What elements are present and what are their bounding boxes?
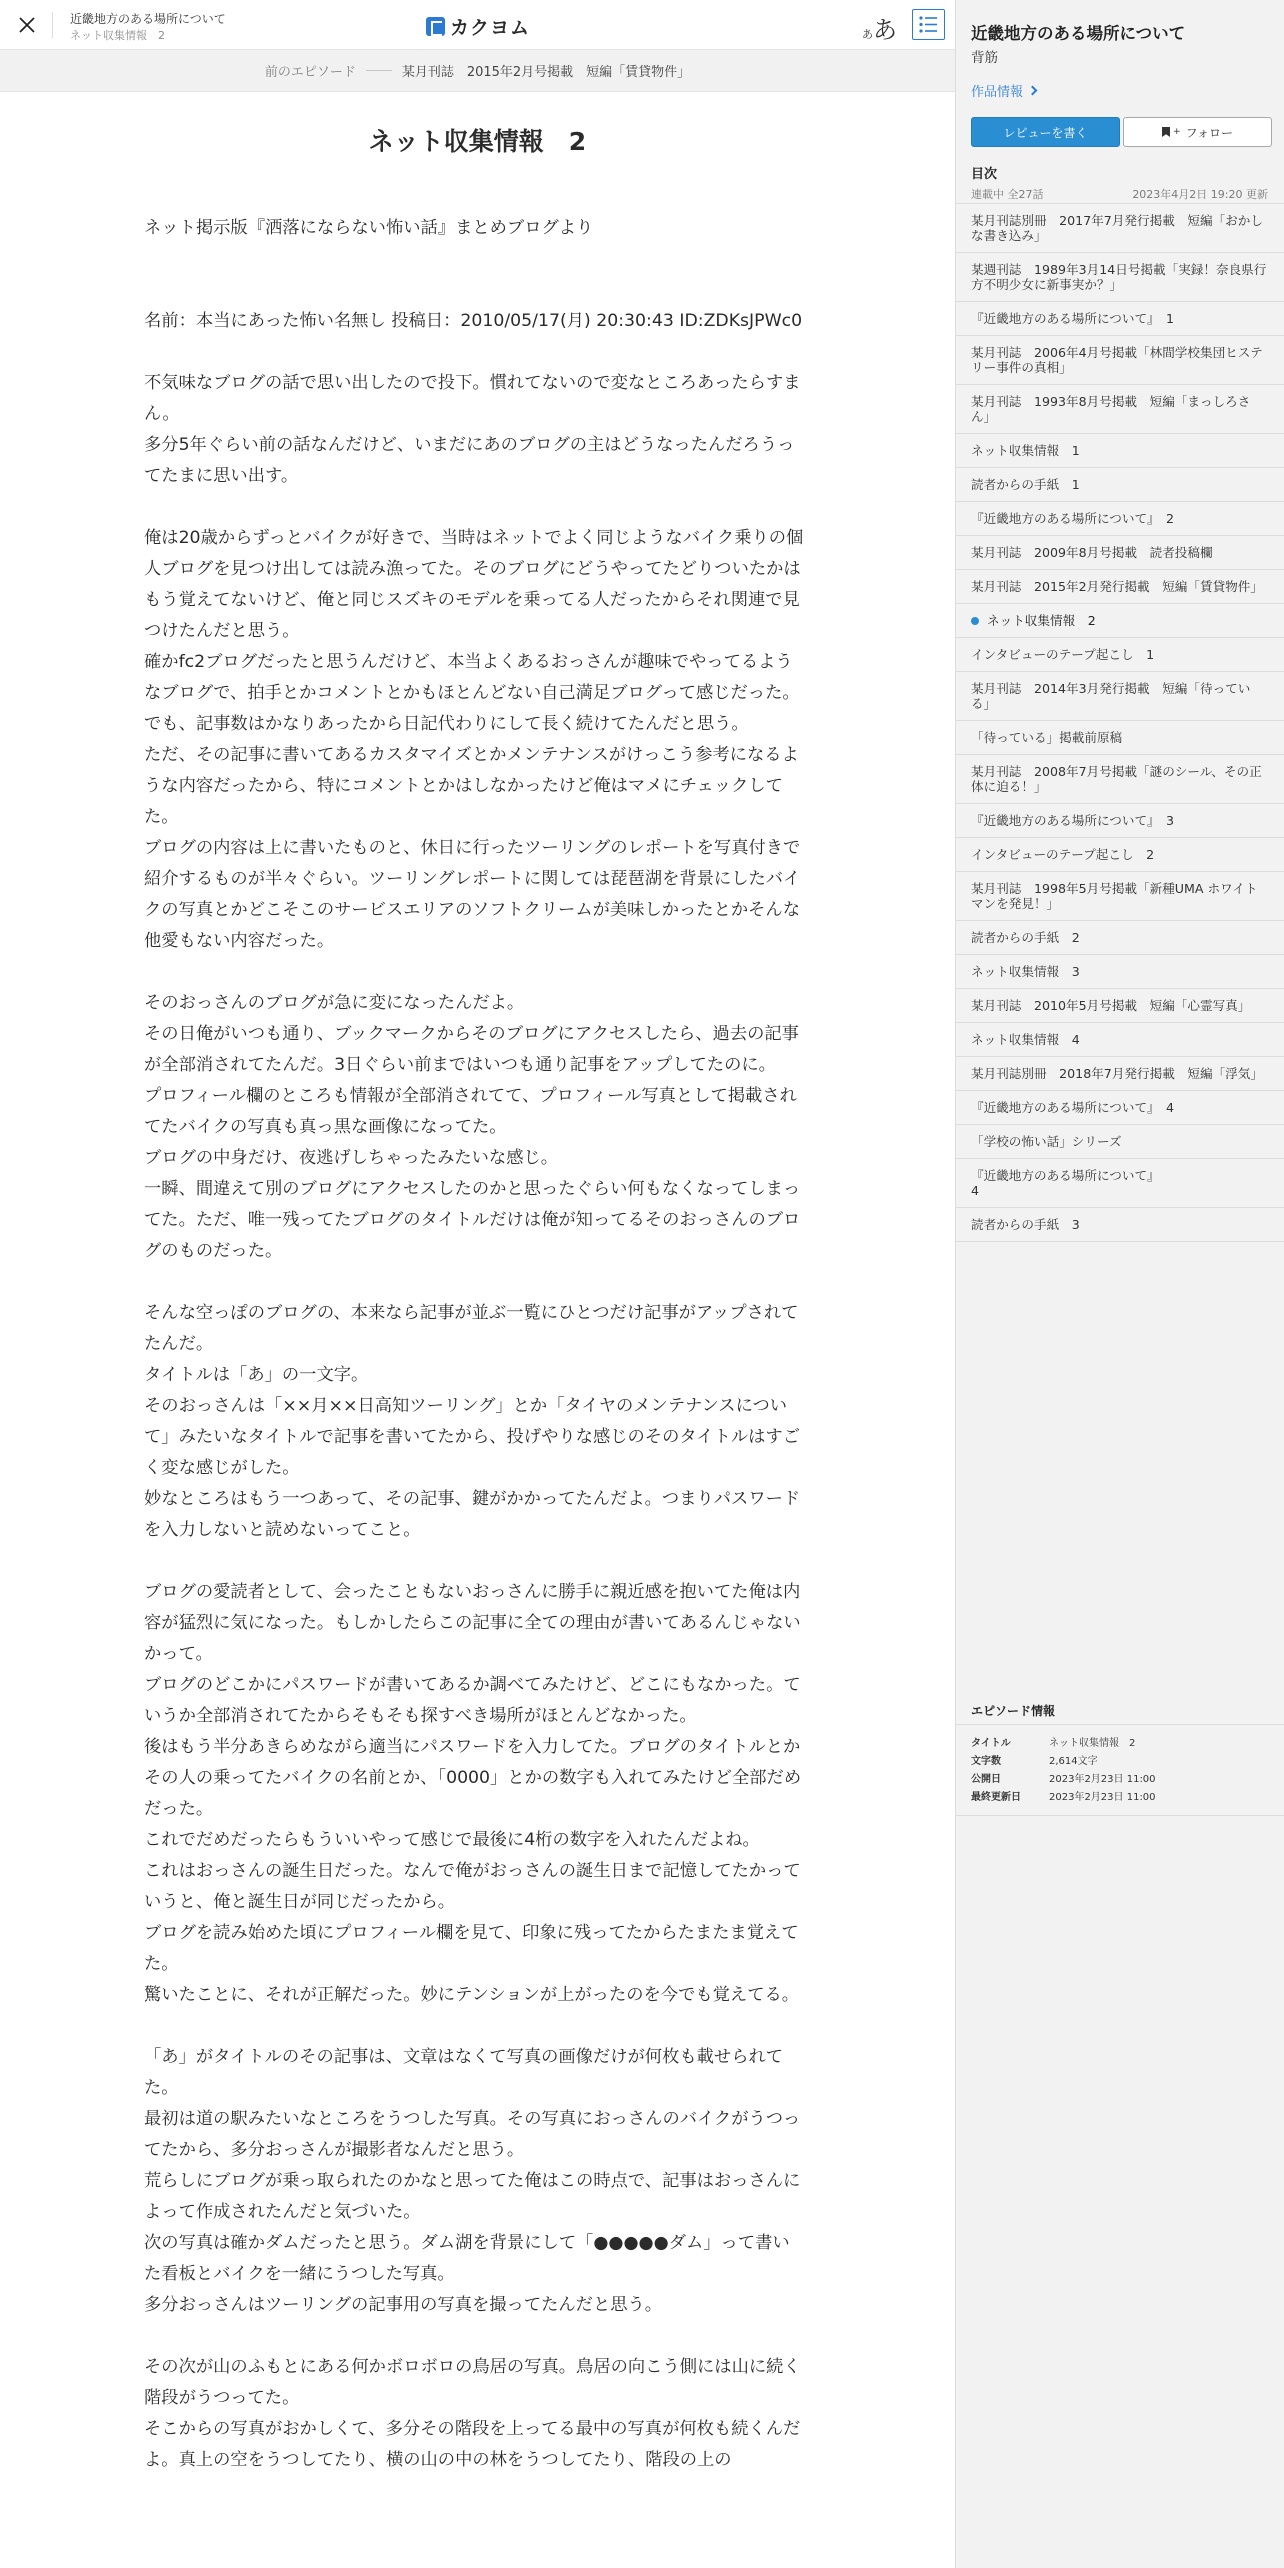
toc-item-label: インタビューのテープ起こし 1 xyxy=(971,647,1155,662)
episode-paragraph: 多分5年ぐらい前の話なんだけど、いまだにあのブログの主はどうなったんだろうってたまに思い出す。 xyxy=(144,435,795,486)
toc-list xyxy=(956,203,1284,1242)
episode-paragraph: これはおっさんの誕生日だった。なんで俺がおっさんの誕生日まで記憶してたかっていうと、俺と誕生日が同じだったから。 xyxy=(144,1861,801,1912)
toc-item[interactable] xyxy=(956,302,1284,336)
toc-item-label: 某月刊誌 1993年8月号掲載 短編「まっしろさん」 xyxy=(971,394,1251,424)
toc-item[interactable] xyxy=(956,1159,1284,1208)
episode-info-table xyxy=(956,1724,1284,1816)
toc-status: 連載中 全27話 xyxy=(971,188,1044,201)
episode-paragraph: ただ、その記事に書いてあるカスタマイズとかメンテナンスがけっこう参考になるような内容だったから、特にコメントとかはしなかったけど俺はマメにチェックしてた。 xyxy=(144,745,799,827)
episode-info-key: 最終更新日 xyxy=(971,1792,1021,1803)
toc-item-label: 読者からの手紙 1 xyxy=(971,477,1080,492)
episode-title: ネット収集情報 2 xyxy=(368,127,587,156)
toc-item[interactable] xyxy=(956,872,1284,921)
episode-info-value: ネット収集情報 2 xyxy=(1049,1738,1136,1749)
episode-paragraph: ブログの内容は上に書いたものと、休日に行ったツーリングのレポートを写真付きで紹介するものが半々ぐらい。ツーリングレポートに関しては琵琶湖を背景にしたバイクの写真とかどこそこのサービスエリアのソフトクリームが美味しかったとかそんな他愛もない内容だった。 xyxy=(144,838,801,951)
episode-paragraph xyxy=(144,492,804,523)
episode-info-heading: エピソード情報 xyxy=(971,1704,1056,1718)
toc-toggle-button[interactable] xyxy=(912,9,945,40)
episode-info-value: 2023年2月23日 11:00 xyxy=(1049,1792,1156,1803)
toc-item[interactable] xyxy=(956,434,1284,468)
episode-paragraph: ブログの愛読者として、会ったこともないおっさんに勝手に親近感を抱いてた俺は内容が猛烈に気になった。もしかしたらこの記事に全ての理由が書いてあるんじゃないかって。 xyxy=(144,1582,801,1664)
toc-item[interactable] xyxy=(956,336,1284,385)
episode-paragraph: 多分おっさんはツーリングの記事用の写真を撮ってたんだと思う。 xyxy=(144,2295,663,2315)
toc-item[interactable] xyxy=(956,721,1284,755)
plus-glyph: + xyxy=(1173,127,1181,137)
toc-item[interactable] xyxy=(956,1125,1284,1159)
toc-item-label: 某月刊誌 2015年2月発行掲載 短編「賃貸物件」 xyxy=(971,579,1263,594)
toc-item-label: 某月刊誌 2006年4月号掲載「林間学校集団ヒステリー事件の真相」 xyxy=(971,345,1263,375)
work-info-label: 作品情報 xyxy=(971,85,1024,100)
episode-info-key: 文字数 xyxy=(971,1756,1001,1767)
episode-paragraph: その日俺がいつも通り、ブックマークからそのブログにアクセスしたら、過去の記事が全部消されてたんだ。3日ぐらい前まではいつも通り記事をアップしてたのに。 xyxy=(144,1024,799,1075)
episode-info-key: タイトル xyxy=(971,1738,1011,1749)
episode-paragraph: 一瞬、間違えて別のブログにアクセスしたのかと思ったぐらい何もなくなってしまってた。ただ、唯一残ってたブログのタイトルだけは俺が知ってるそのおっさんのブログのものだった。 xyxy=(144,1179,801,1261)
prev-divider xyxy=(366,70,392,71)
toc-item-label: 某月刊誌 2009年8月号掲載 読者投稿欄 xyxy=(971,545,1213,560)
episode-paragraph: 荒らしにブログが乗っ取られたのかなと思ってた俺はこの時点で、記事はおっさんによって作成されたんだと気づいた。 xyxy=(144,2171,801,2222)
toc-item-label: インタビューのテープ起こし 2 xyxy=(971,847,1155,862)
toc-item-label: ネット収集情報 1 xyxy=(971,443,1080,458)
close-icon xyxy=(14,12,40,38)
toc-item-label: 『近畿地方のある場所について』 3 xyxy=(971,813,1174,828)
episode-paragraph: ブログのどこかにパスワードが書いてあるか調べてみたけど、どこにもなかった。ていうか全部消されてたからそもそも探すべき場所がほとんどなかった。 xyxy=(144,1675,801,1726)
chevron-right-icon xyxy=(1028,86,1038,96)
episode-paragraph: そのおっさんは「××月××日高知ツーリング」とか「タイヤのメンテナンスについて」みたいなタイトルで記事を書いてたから、投げやりな感じのそのタイトルはすごく変な感じがした。 xyxy=(144,1396,800,1478)
toc-item[interactable] xyxy=(956,838,1284,872)
toc-item[interactable] xyxy=(956,1057,1284,1091)
episode-paragraph: 「あ」がタイトルのその記事は、文章はなくて写真の画像だけが何枚も載せられてた。 xyxy=(144,2047,784,2098)
episode-paragraph: 俺は20歳からずっとバイクが好きで、当時はネットでよく同じようなバイク乗りの個人ブログを見つけ出しては読み漁ってた。そのブログにどうやってたどりついたかはもう覚えてないけど、俺と同じスズキのモデルを乗ってる人だったからそれ関連で見つけたんだと思う。 xyxy=(144,528,804,641)
episode-info-value: 2023年2月23日 11:00 xyxy=(1049,1774,1156,1785)
episode-paragraph: 最初は道の駅みたいなところをうつした写真。その写真におっさんのバイクがうつってたから、多分おっさんが撮影者なんだと思う。 xyxy=(144,2109,801,2160)
episode-info-row xyxy=(971,1735,1270,1753)
toc-item-label: ネット収集情報 4 xyxy=(971,1032,1080,1047)
panel-work-title[interactable]: 近畿地方のある場所について xyxy=(971,24,1186,43)
toc-item[interactable] xyxy=(956,1208,1284,1242)
header-episode-title: ネット収集情報 2 xyxy=(70,29,165,42)
episode-paragraph xyxy=(144,1267,804,1298)
logo-text: カクヨム xyxy=(450,17,531,39)
follow-button[interactable] xyxy=(1123,117,1272,147)
toc-item[interactable] xyxy=(956,468,1284,502)
toc-item-label: 『近畿地方のある場所について』 1 xyxy=(971,311,1174,326)
toc-item-label: 某週刊誌 1989年3月14日号掲載「実録！奈良県行方不明少女に新事実か？」 xyxy=(971,262,1267,292)
episode-paragraph xyxy=(144,2011,804,2042)
episode-paragraph xyxy=(144,1546,804,1577)
toc-panel xyxy=(955,0,1284,2568)
episode-info-row xyxy=(971,1789,1270,1807)
episode-paragraph: タイトルは「あ」の一文字。 xyxy=(144,1365,369,1385)
episode-paragraph: プロフィール欄のところも情報が全部消されてて、プロフィール写真として掲載されてたバイクの写真も真っ黒な画像になってた。 xyxy=(144,1086,797,1137)
episode-paragraph xyxy=(144,244,804,275)
toc-item-label: 読者からの手紙 2 xyxy=(971,930,1080,945)
toc-item-label: 読者からの手紙 3 xyxy=(971,1217,1080,1232)
episode-paragraph: その次が山のふもとにある何かボロボロの鳥居の写真。鳥居の向こう側には山に続く階段がうつってた。 xyxy=(144,2357,801,2408)
episode-paragraph: 不気味なブログの話で思い出したので投下。慣れてないので変なところあったらすまん。 xyxy=(144,373,801,424)
toc-item[interactable] xyxy=(956,638,1284,672)
close-button[interactable] xyxy=(14,12,40,38)
episode-body xyxy=(144,213,804,2476)
episode-paragraph: これでだめだったらもういいやって感じで最後に4桁の数字を入れたんだよね。 xyxy=(144,1830,760,1850)
toc-item[interactable] xyxy=(956,536,1284,570)
episode-info-key: 公開日 xyxy=(971,1774,1001,1785)
header-divider xyxy=(52,12,53,38)
episode-info-value: 2,614文字 xyxy=(1049,1756,1098,1767)
follow-label: フォロー xyxy=(1185,125,1233,140)
font-size-toggle[interactable] xyxy=(862,10,897,45)
toc-item-label: 某月刊誌 2014年3月発行掲載 短編「待っている」 xyxy=(971,681,1251,711)
panel-synopsis: 背筋 xyxy=(971,50,998,66)
kakuyomu-logo-icon xyxy=(426,17,445,36)
font-toggle-large: あ xyxy=(873,16,897,44)
episode-paragraph: 確かfc2ブログだったと思うんだけど、本当よくあるおっさんが趣味でやってるようなブログで、拍手とかコメントとかもほとんどない自己満足ブログって感じだった。でも、記事数はかなりあったから日記代わりにして長く続けてたんだと思う。 xyxy=(144,652,800,734)
episode-info-row xyxy=(971,1771,1270,1789)
prev-episode-title: 某月刊誌 2015年2月号掲載 短編「賃貸物件」 xyxy=(401,65,691,80)
toc-item-label: 某月刊誌 1998年5月号掲載「新種UMA ホワイトマンを発見！」 xyxy=(971,881,1258,911)
toc-item[interactable] xyxy=(956,755,1284,804)
episode-paragraph: 妙なところはもう一つあって、その記事、鍵がかかってたんだよ。つまりパスワードを入力しないと読めないってこと。 xyxy=(144,1489,801,1540)
episode-paragraph: 次の写真は確かダムだったと思う。ダム湖を背景にして「●●●●●ダム」って書いた看板とバイクを一緒にうつした写真。 xyxy=(144,2233,790,2284)
episode-info-row xyxy=(971,1753,1270,1771)
toc-item-label: 『近畿地方のある場所について』 2 xyxy=(971,511,1174,526)
bookmark-plus-icon xyxy=(1162,127,1170,137)
episode-paragraph: そのおっさんのブログが急に変になったんだよ。 xyxy=(144,993,525,1013)
episode-header xyxy=(0,0,955,50)
previous-episode-link[interactable] xyxy=(0,50,955,92)
episode-paragraph: ブログを読み始めた頃にプロフィール欄を見て、印象に残ってたからたまたま覚えてた。 xyxy=(144,1923,799,1974)
episode-paragraph: そんな空っぽのブログの、本来なら記事が並ぶ一覧にひとつだけ記事がアップされてたんだ。 xyxy=(144,1303,799,1354)
toc-item[interactable] xyxy=(956,955,1284,989)
current-episode-dot xyxy=(971,617,979,625)
toc-item-label: 「待っている」掲載前原稿 xyxy=(971,730,1123,745)
toc-item-label: 「学校の怖い話」シリーズ xyxy=(971,1134,1122,1149)
episode-paragraph xyxy=(144,2321,804,2352)
write-review-button[interactable]: レビューを書く xyxy=(971,117,1120,147)
toc-item[interactable] xyxy=(956,570,1284,604)
toc-item-current[interactable] xyxy=(956,604,1284,638)
episode-paragraph xyxy=(144,957,804,988)
episode-paragraph: 名前：本当にあった怖い名無し 投稿日：2010/05/17(月) 20:30:43 ID:ZDKsJPWc0 xyxy=(144,311,803,331)
toc-item[interactable] xyxy=(956,804,1284,838)
episode-paragraph xyxy=(144,275,804,306)
toc-item-label: 某月刊誌 2008年7月号掲載「謎のシール、その正体に迫る！」 xyxy=(971,764,1262,794)
kakuyomu-logo[interactable] xyxy=(426,13,530,40)
episode-paragraph: 後はもう半分あきらめながら適当にパスワードを入力してた。ブログのタイトルとかその人の乗ってたバイクの名前とか、「0000」とかの数字も入れてみたけど全部だめだった。 xyxy=(144,1737,802,1819)
header-work-title[interactable]: 近畿地方のある場所について xyxy=(70,12,226,26)
episode-paragraph: ブログの中身だけ、夜逃げしちゃったみたいな感じ。 xyxy=(144,1148,559,1168)
toc-item[interactable] xyxy=(956,502,1284,536)
toc-item-label: 『近畿地方のある場所について』 4 xyxy=(971,1168,1160,1198)
font-toggle-small: あ xyxy=(862,28,873,41)
toc-item[interactable] xyxy=(956,253,1284,302)
toc-item[interactable] xyxy=(956,921,1284,955)
toc-heading: 目次 xyxy=(971,167,998,182)
toc-item-label: 某月刊誌別冊 2017年7月発行掲載 短編「おかしな書き込み」 xyxy=(971,213,1263,243)
toc-item[interactable] xyxy=(956,204,1284,253)
toc-item[interactable] xyxy=(956,1091,1284,1125)
episode-paragraph: ネット掲示版『洒落にならない怖い話』まとめブログより xyxy=(144,218,594,238)
toc-item[interactable] xyxy=(956,385,1284,434)
toc-item[interactable] xyxy=(956,1023,1284,1057)
toc-item-label: 『近畿地方のある場所について』 4 xyxy=(971,1100,1174,1115)
toc-item-label: ネット収集情報 2 xyxy=(987,613,1096,628)
toc-item[interactable] xyxy=(956,989,1284,1023)
toc-item-label: 某月刊誌別冊 2018年7月発行掲載 短編「浮気」 xyxy=(971,1066,1263,1081)
episode-paragraph: 驚いたことに、それが正解だった。妙にテンションが上がったのを今でも覚えてる。 xyxy=(144,1985,800,2005)
toc-list-icon xyxy=(913,10,944,39)
prev-episode-label: 前のエピソード xyxy=(264,65,356,80)
toc-item-label: ネット収集情報 3 xyxy=(971,964,1080,979)
work-info-link[interactable] xyxy=(971,81,1036,100)
toc-item[interactable] xyxy=(956,672,1284,721)
toc-updated: 2023年4月2日 19:20 更新 xyxy=(1132,188,1268,201)
episode-paragraph xyxy=(144,337,804,368)
toc-item-label: 某月刊誌 2010年5月号掲載 短編「心霊写真」 xyxy=(971,998,1251,1013)
episode-paragraph: そこからの写真がおかしくて、多分その階段を上ってる最中の写真が何枚も続くんだよ。真上の空をうつしてたり、横の山の中の林をうつしてたり、階段の上の xyxy=(144,2419,801,2470)
